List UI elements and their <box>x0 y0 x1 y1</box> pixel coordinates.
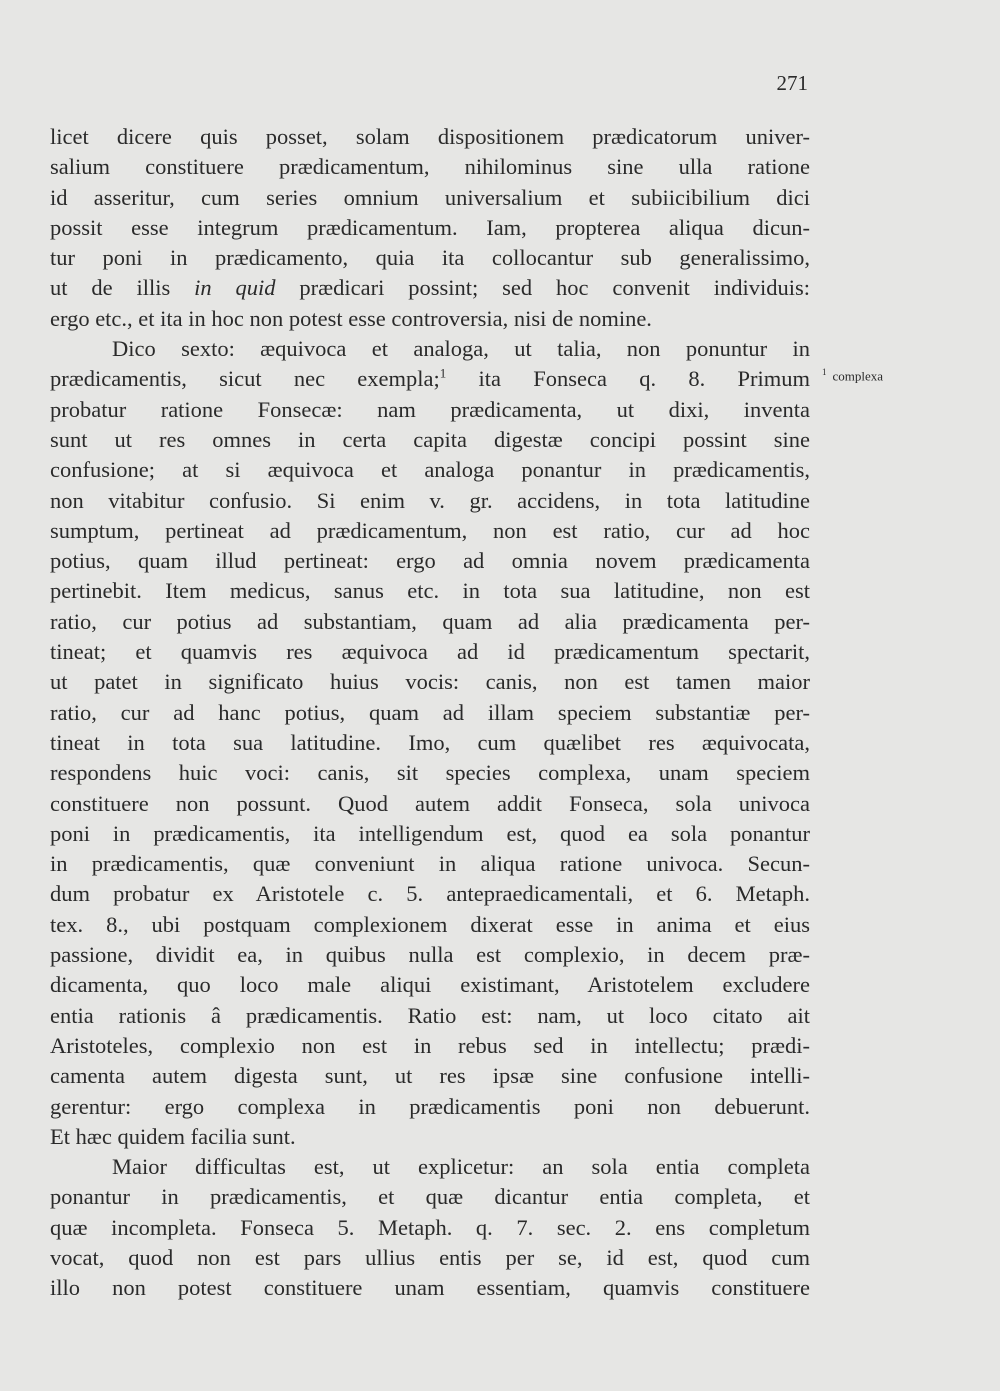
text-line: Maior difficultas est, ut explicetur: an sola entia completa <box>112 1154 810 1180</box>
text-line: tineat in tota sua latitudine. Imo, cum quælibet res æquivocata, <box>50 729 810 755</box>
text-line: potius, quam illud pertineat: ergo ad omnia novem prædicamenta <box>50 548 810 574</box>
text-line: tur poni in prædicamento, quia ita collocantur sub generalissimo, <box>50 245 810 271</box>
text-span: prædicamentis, sicut nec exempla; <box>50 366 440 392</box>
text-line: ergo etc., et ita in hoc non potest esse controversia, nisi de nomine. <box>50 305 652 331</box>
text-line: dicamenta, quo loco male aliqui existimant, Aristotelem excludere <box>50 972 810 998</box>
text-line: possit esse integrum prædicamentum. Iam, propterea aliqua dicun- <box>50 214 810 240</box>
footnote-ref: 1 <box>439 365 447 381</box>
text-line: sunt ut res omnes in certa capita digestæ concipi possint sine <box>50 426 810 452</box>
text-line: tineat; et quamvis res æquivoca ad id prædicamentum spectarit, <box>50 639 810 665</box>
text-line: id asseritur, cum series omnium universalium et subiicibilium dici <box>50 184 810 210</box>
text-line: licet dicere quis posset, solam dispositionem prædicatorum univer- <box>50 124 810 149</box>
text-line: pertinebit. Item medicus, sanus etc. in tota sua latitudine, non est <box>50 578 810 604</box>
text-line: probatur ratione Fonsecæ: nam prædicamenta, ut dixi, inventa <box>50 396 810 422</box>
text-span: prædicari possint; sed hoc convenit individuis: <box>275 275 810 301</box>
text-line: camenta autem digesta sunt, ut res ipsæ sine confusione intelli- <box>50 1063 810 1089</box>
text-line: entia rationis â prædicamentis. Ratio est: nam, ut loco citato ait <box>50 1002 810 1028</box>
margin-note-marker: 1 <box>822 367 827 377</box>
text-line: constituere non possunt. Quod autem addit Fonseca, sola univoca <box>50 790 810 816</box>
text-span: ita Fonseca q. 8. Primum <box>446 366 810 392</box>
text-line: quæ incompleta. Fonseca 5. Metaph. q. 7. sec. 2. ens completum <box>50 1214 810 1240</box>
text-line: Aristoteles, complexio non est in rebus sed in intellectu; prædi- <box>50 1032 810 1058</box>
italic-phrase: in quid <box>194 275 276 301</box>
margin-note-text: complexa <box>832 368 884 384</box>
main-text <box>50 122 810 1304</box>
text-line: poni in prædicamentis, ita intelligendum est, quod ea sola ponantur <box>50 820 810 846</box>
text-line: ratio, cur ad hanc potius, quam ad illam speciem substantiæ per- <box>50 699 810 725</box>
page-number: 271 <box>776 71 808 95</box>
text-line: illo non potest constituere unam essentiam, quamvis constituere <box>50 1275 810 1301</box>
text-line: ut patet in significato huius vocis: canis, non est tamen maior <box>50 669 810 695</box>
text-line: ponantur in prædicamentis, et quæ dicantur entia completa, et <box>50 1184 810 1210</box>
text-line: non vitabitur confusio. Si enim v. gr. accidens, in tota latitudine <box>50 487 810 513</box>
text-line: Et hæc quidem facilia sunt. <box>50 1123 296 1149</box>
text-line: ratio, cur potius ad substantiam, quam ad alia prædicamenta per- <box>50 608 810 634</box>
text-line: respondens huic voci: canis, sit species complexa, unam speciem <box>50 760 810 786</box>
text-line: dum probatur ex Aristotele c. 5. antepraedicamentali, et 6. Metaph. <box>50 881 810 907</box>
text-line <box>50 364 810 394</box>
margin-note <box>822 362 883 386</box>
text-line: gerentur: ergo complexa in prædicamentis poni non debuerunt. <box>50 1093 810 1119</box>
text-line <box>50 273 810 303</box>
text-line: passione, dividit ea, in quibus nulla est complexio, in decem præ- <box>50 942 810 968</box>
text-span: ut de illis <box>50 275 195 301</box>
text-line: sumptum, pertineat ad prædicamentum, non est ratio, cur ad hoc <box>50 517 810 543</box>
text-line: confusione; at si æquivoca et analoga ponantur in prædicamentis, <box>50 457 810 483</box>
text-line: Dico sexto: æquivoca et analoga, ut talia, non ponuntur in <box>112 336 810 362</box>
text-line: salium constituere prædicamentum, nihilominus sine ulla ratione <box>50 154 810 180</box>
text-line: in prædicamentis, quæ conveniunt in aliqua ratione univoca. Secun- <box>50 851 810 877</box>
text-line: tex. 8., ubi postquam complexionem dixerat esse in anima et eius <box>50 911 810 937</box>
text-line: vocat, quod non est pars ullius entis per se, id est, quod cum <box>50 1244 810 1270</box>
